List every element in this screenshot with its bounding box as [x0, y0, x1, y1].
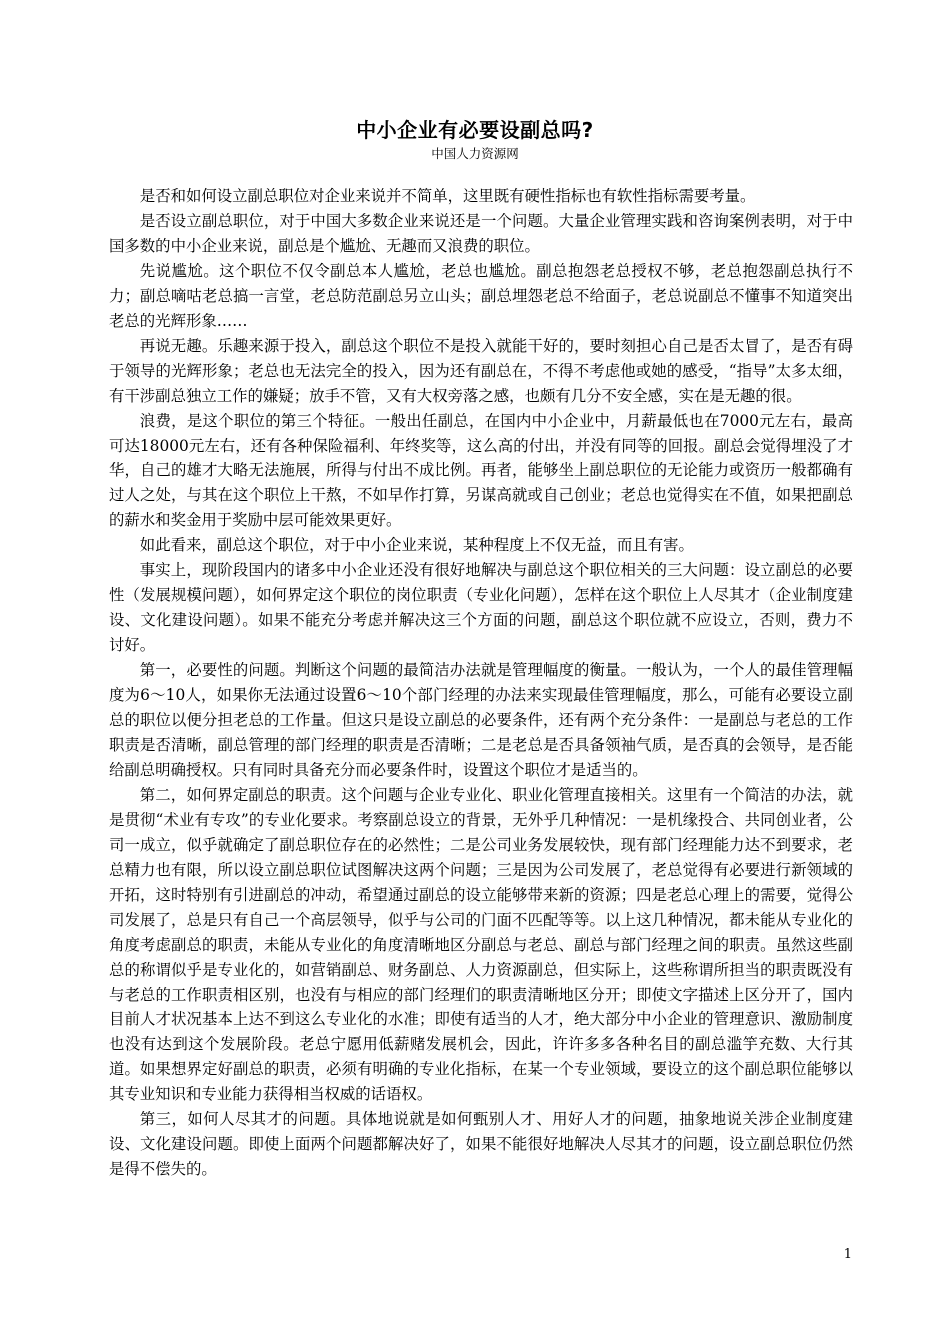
document-body: [109, 184, 853, 1182]
document-title: 中小企业有必要设副总吗?: [356, 118, 594, 142]
body-paragraph: 第二，如何界定副总的职责。这个问题与企业专业化、职业化管理直接相关。这里有一个简洁的办法，就是贯彻“术业有专攻”的专业化要求。考察副总设立的背景，无外乎几种情况：一是机缘投合、共同创业者，公司一成立，似乎就确定了副总职位存在的必然性；二是公司业务发展较快，现有部门经理能力达不到要求，老总精力也有限，所以设立副总职位试图解决这两个问题；三是因为公司发展了，老总觉得有必要进行新领域的开拓，这时特别有引进副总的冲动，希望通过副总的设立能够带来新的资源；四是老总心理上的需要，觉得公司发展了，总是只有自己一个高层领导，似乎与公司的门面不匹配等等。以上这几种情况，都未能从专业化的角度考虑副总的职责，未能从专业化的角度清晰地区分副总与老总、副总与部门经理之间的职责。虽然这些副总的称谓似乎是专业化的，如营销副总、财务副总、人力资源副总，但实际上，这些称谓所担当的职责既没有与老总的工作职责相区别，也没有与相应的部门经理们的职责清晰地区分开；即使文字描述上区分开了，国内目前人才状况基本上达不到这么专业化的水准；即使有适当的人才，绝大部分中小企业的管理意识、激励制度也没有达到这个发展阶段。老总宁愿用低薪赌发展机会，因此，许许多多各种名目的副总滥竽充数、大行其道。如果想界定好副总的职责，必须有明确的专业化指标，在某一个专业领域，要设立的这个副总职位能够以其专业知识和专业能力获得相当权威的话语权。: [109, 785, 853, 1104]
body-paragraph: 第三，如何人尽其才的问题。具体地说就是如何甄别人才、用好人才的问题，抽象地说关涉企业制度建设、文化建设问题。即使上面两个问题都解决好了，如果不能很好地解决人尽其才的问题，设立副总职位仍然是得不偿失的。: [109, 1110, 853, 1179]
body-paragraph: 如此看来，副总这个职位，对于中小企业来说，某种程度上不仅无益，而且有害。: [139, 536, 694, 555]
body-paragraph: 是否和如何设立副总职位对企业来说并不简单，这里既有硬性指标也有软性指标需要考量。: [139, 187, 756, 205]
body-paragraph: 再说无趣。乐趣来源于投入，副总这个职位不是投入就能干好的，要时刻担心自己是否太冒了，是否有碍于领导的光辉形象；老总也无法完全的投入，因为还有副总在，不得不考虑他或她的感受，“指导”太多太细，有干涉副总独立工作的嫌疑；放手不管，又有大权旁落之感，也颇有几分不安全感，实在是无趣的很。: [109, 336, 853, 405]
body-paragraph: 第一，必要性的问题。判断这个问题的最简洁办法就是管理幅度的衡量。一般认为，一个人的最佳管理幅度为6～10人，如果你无法通过设置6～10个部门经理的办法来实现最佳管理幅度，那么，可能有必要设立副总的职位以便分担老总的工作量。但这只是设立副总的必要条件，还有两个充分条件：一是副总与老总的工作职责是否清晰，副总管理的部门经理的职责是否清晰；二是老总是否具备领袖气质，是否真的会领导，是否能给副总明确授权。只有同时具备充分而必要条件时，设置这个职位才是适当的。: [109, 661, 853, 779]
body-paragraph: 浪费，是这个职位的第三个特征。一般出任副总，在国内中小企业中，月薪最低也在7000元左右，最高可达18000元左右，还有各种保险福利、年终奖等，这么高的付出，并没有同等的回报。副总会觉得埋没了才华，自己的雄才大略无法施展，所得与付出不成比例。再者，能够坐上副总职位的无论能力或资历一般都确有过人之处，与其在这个职位上干熬，不如早作打算，另谋高就或自己创业；老总也觉得实在不值，如果把副总的薪水和奖金用于奖励中层可能效果更好。: [109, 411, 853, 530]
page-number: 1: [843, 1247, 852, 1262]
document-source: 中国人力资源网: [431, 146, 519, 161]
body-paragraph: 事实上，现阶段国内的诸多中小企业还没有很好地解决与副总这个职位相关的三大问题：设立副总的必要性（发展规模问题），如何界定这个职位的岗位职责（专业化问题），怎样在这个职位上人尽其才（企业制度建设、文化建设问题）。如果不能充分考虑并解决这三个方面的问题，副总这个职位就不应设立，否则，费力不讨好。: [109, 561, 853, 655]
body-paragraph: 先说尴尬。这个职位不仅令副总本人尴尬，老总也尴尬。副总抱怨老总授权不够，老总抱怨副总执行不力；副总嘀咕老总搞一言堂，老总防范副总另立山头；副总埋怨老总不给面子，老总说副总不懂事不知道突出老总的光辉形象……: [109, 261, 853, 330]
body-paragraph: 是否设立副总职位，对于中国大多数企业来说还是一个问题。大量企业管理实践和咨询案例表明，对于中国多数的中小企业来说，副总是个尴尬、无趣而又浪费的职位。: [109, 211, 853, 255]
